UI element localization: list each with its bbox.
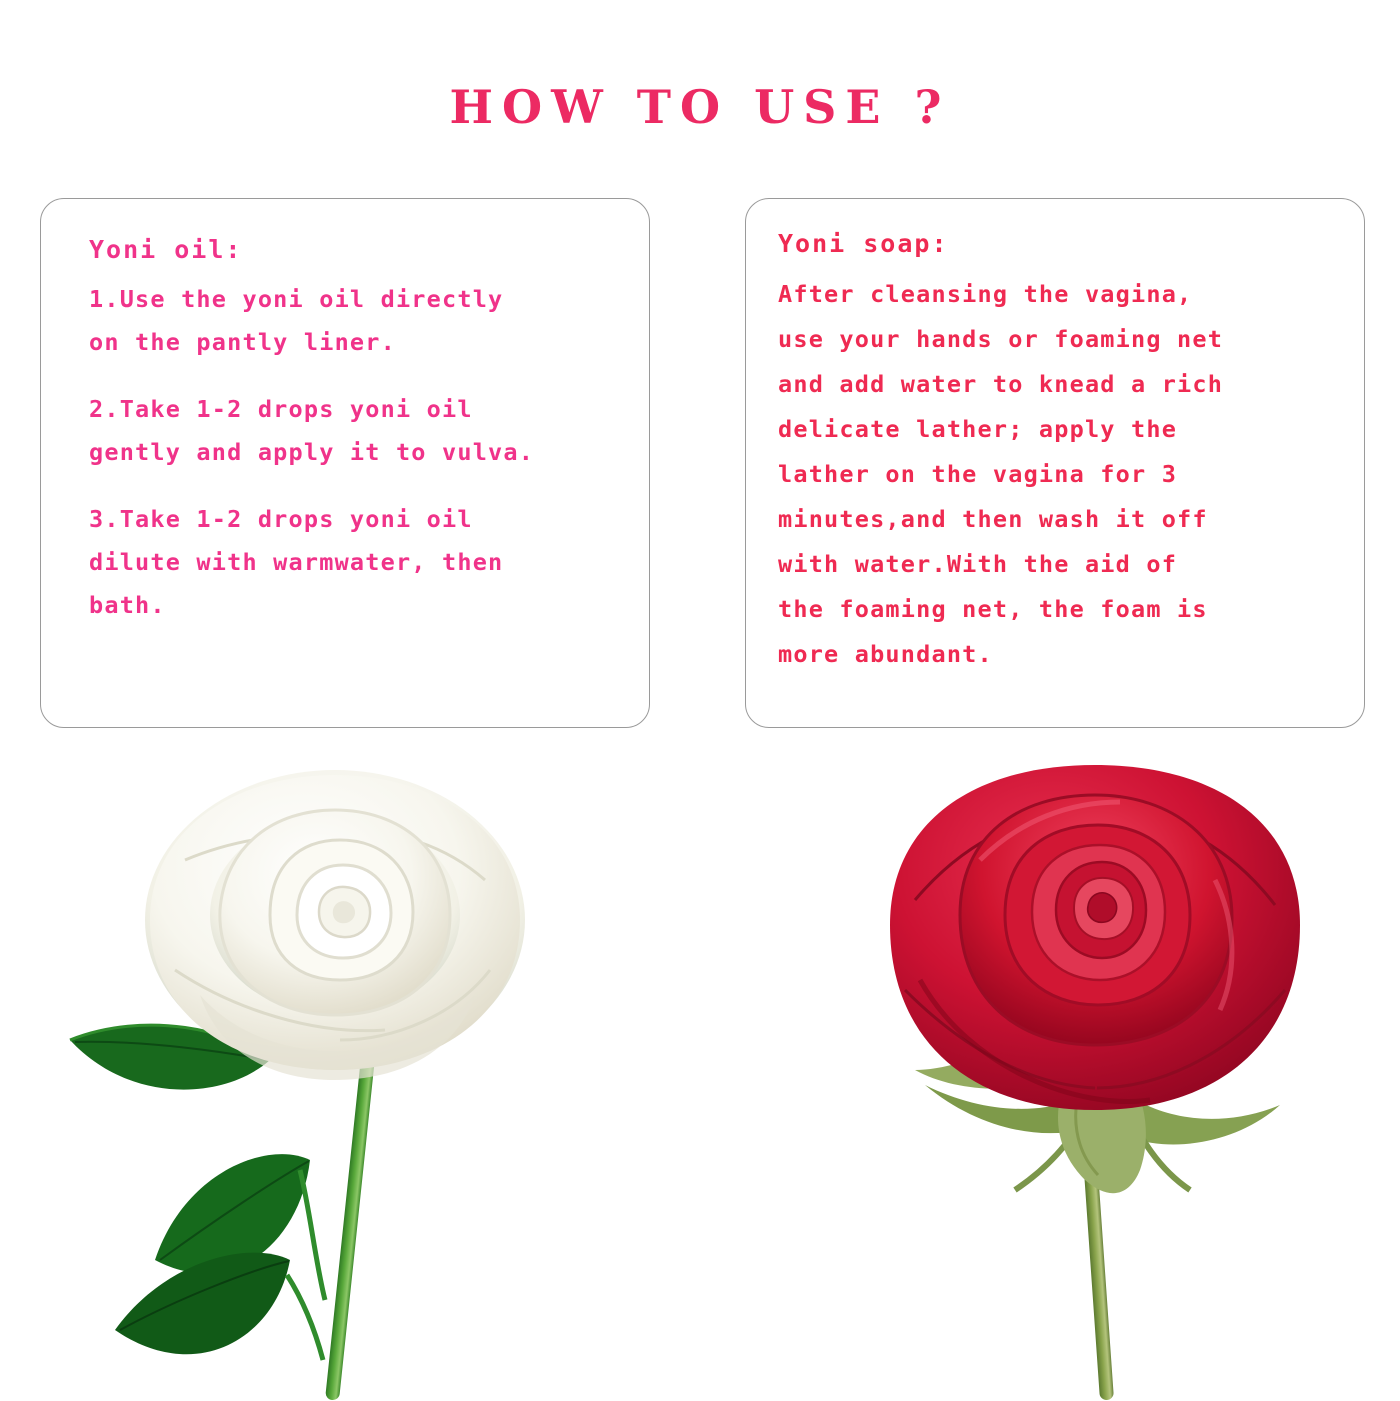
yoni-oil-heading: Yoni oil:	[89, 235, 243, 264]
instruction-line: with water.With the aid of	[778, 550, 1178, 578]
instruction-line: the foaming net, the foam is	[778, 595, 1208, 623]
instruction-line: 2.Take 1-2 drops yoni oil	[89, 395, 473, 423]
rose-imagery	[0, 740, 1400, 1400]
red-rose-photo	[820, 740, 1380, 1400]
yoni-oil-instructions	[89, 278, 613, 627]
instruction-line: and add water to knead a rich	[778, 370, 1224, 398]
page-title: HOW TO USE ?	[449, 80, 951, 134]
instruction-line: bath.	[89, 591, 166, 619]
white-rose-bloom	[35, 740, 635, 1400]
yoni-soap-card	[745, 198, 1365, 728]
red-rose-bloom	[820, 740, 1380, 1400]
line-spacer	[89, 474, 613, 498]
instruction-line: on the pantly liner.	[89, 328, 396, 356]
instruction-line: lather on the vagina for 3	[778, 460, 1178, 488]
instruction-line: 3.Take 1-2 drops yoni oil	[89, 505, 473, 533]
instruction-line: gently and apply it to vulva.	[89, 438, 535, 466]
yoni-soap-instructions	[778, 272, 1344, 677]
instruction-line: minutes,and then wash it off	[778, 505, 1208, 533]
instruction-line: After cleansing the vagina,	[778, 280, 1193, 308]
instruction-line: more abundant.	[778, 640, 993, 668]
line-spacer	[89, 364, 613, 388]
white-rose-photo	[35, 740, 635, 1400]
instruction-line: dilute with warmwater, then	[89, 548, 504, 576]
instruction-line: use your hands or foaming net	[778, 325, 1224, 353]
yoni-soap-heading: Yoni soap:	[778, 229, 949, 258]
yoni-oil-card	[40, 198, 650, 728]
instruction-line: 1.Use the yoni oil directly	[89, 285, 504, 313]
instruction-line: delicate lather; apply the	[778, 415, 1178, 443]
